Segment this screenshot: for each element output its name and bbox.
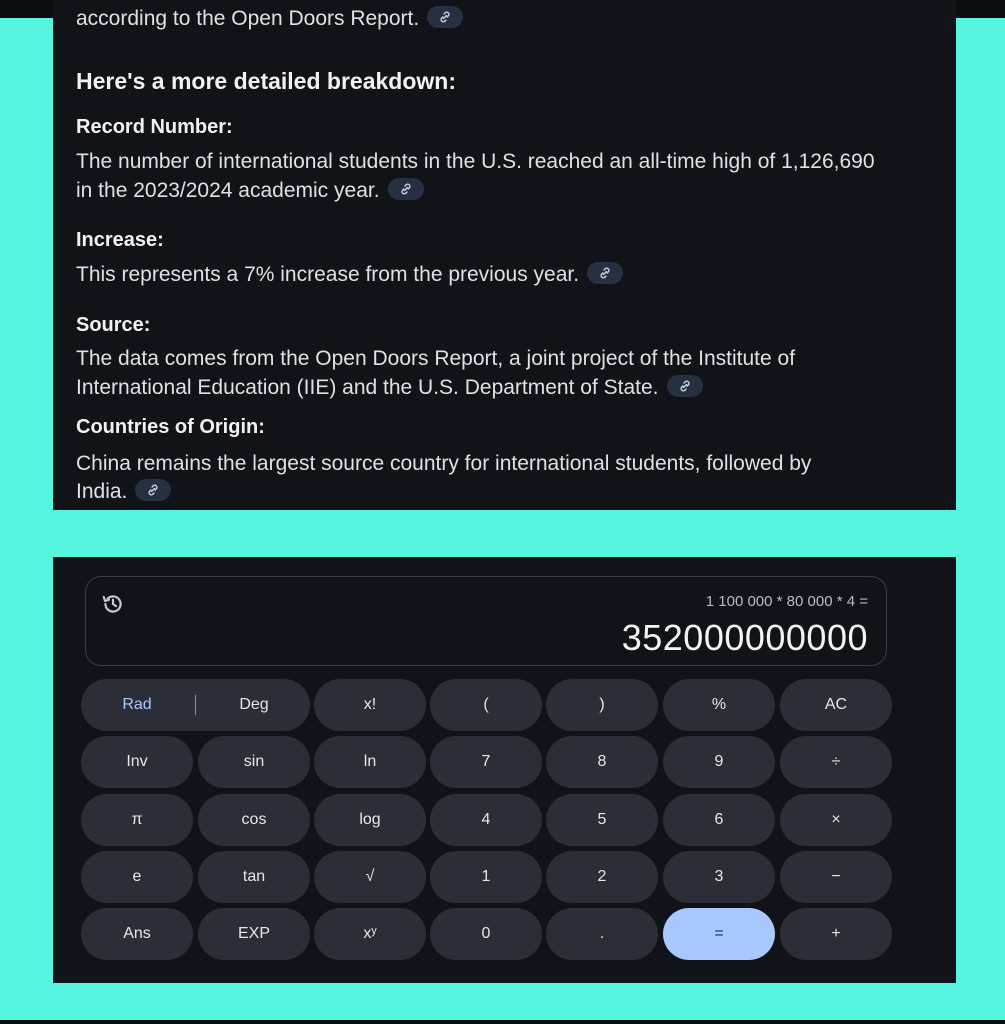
section-text-record-line2: in the 2023/2024 academic year. bbox=[76, 176, 424, 205]
euler-button[interactable]: e bbox=[81, 851, 193, 903]
calculator-expression: 1 100 000 * 80 000 * 4 = bbox=[705, 593, 868, 610]
section-text-source-line1: The data comes from the Open Doors Report, a joint project of the Institute of bbox=[76, 347, 796, 370]
answer-panel bbox=[53, 0, 956, 510]
sqrt-button[interactable]: √ bbox=[314, 851, 426, 903]
cos-button[interactable]: cos bbox=[198, 794, 310, 846]
source-link-chip[interactable] bbox=[587, 262, 623, 284]
source-link-chip[interactable] bbox=[135, 479, 171, 501]
history-icon[interactable] bbox=[100, 591, 126, 617]
calculator-widget bbox=[53, 557, 956, 983]
source-link-chip[interactable] bbox=[667, 375, 703, 397]
calculator-result: 352000000000 bbox=[621, 617, 868, 658]
bottom-bar bbox=[0, 1020, 1005, 1024]
digit-7-button[interactable]: 7 bbox=[430, 736, 542, 788]
link-icon bbox=[438, 10, 452, 24]
section-label-source: Source: bbox=[76, 314, 151, 336]
digit-1-button[interactable]: 1 bbox=[430, 851, 542, 903]
link-icon bbox=[598, 266, 612, 280]
exp-button[interactable]: EXP bbox=[198, 908, 310, 960]
digit-2-button[interactable]: 2 bbox=[546, 851, 658, 903]
percent-button[interactable]: % bbox=[663, 679, 775, 731]
source-link-chip[interactable] bbox=[388, 178, 424, 200]
subtract-button[interactable]: − bbox=[780, 851, 892, 903]
digit-3-button[interactable]: 3 bbox=[663, 851, 775, 903]
digit-8-button[interactable]: 8 bbox=[546, 736, 658, 788]
section-label-increase: Increase: bbox=[76, 229, 164, 251]
deg-button[interactable]: Deg bbox=[239, 696, 269, 713]
section-label-record: Record Number: bbox=[76, 116, 233, 138]
left-paren-button[interactable]: ( bbox=[430, 679, 542, 731]
digit-6-button[interactable]: 6 bbox=[663, 794, 775, 846]
angle-mode-divider bbox=[195, 695, 196, 715]
decimal-button[interactable]: . bbox=[546, 908, 658, 960]
section-text-increase: This represents a 7% increase from the previous year. bbox=[76, 260, 623, 289]
power-button[interactable]: xʸ bbox=[314, 908, 426, 960]
section-label-countries: Countries of Origin: bbox=[76, 416, 265, 438]
section-text-countries-line1: China remains the largest source country for international students, followed by bbox=[76, 452, 812, 475]
inverse-button[interactable]: Inv bbox=[81, 736, 193, 788]
sin-button[interactable]: sin bbox=[198, 736, 310, 788]
log-button[interactable]: log bbox=[314, 794, 426, 846]
section-text-source-line2: International Education (IIE) and the U.S. Department of State. bbox=[76, 373, 703, 402]
answer-button[interactable]: Ans bbox=[81, 908, 193, 960]
link-icon bbox=[146, 483, 160, 497]
right-paren-button[interactable]: ) bbox=[546, 679, 658, 731]
breakdown-heading: Here's a more detailed breakdown: bbox=[76, 68, 456, 94]
digit-4-button[interactable]: 4 bbox=[430, 794, 542, 846]
source-link-chip[interactable] bbox=[427, 6, 463, 28]
answer-cut-line: according to the Open Doors Report. bbox=[76, 4, 463, 33]
divide-button[interactable]: ÷ bbox=[780, 736, 892, 788]
link-icon bbox=[399, 182, 413, 196]
section-text-record-line1: The number of international students in the U.S. reached an all-time high of 1,126,690 bbox=[76, 150, 875, 173]
link-icon bbox=[678, 379, 692, 393]
multiply-button[interactable]: × bbox=[780, 794, 892, 846]
equals-button[interactable]: = bbox=[663, 908, 775, 960]
tan-button[interactable]: tan bbox=[198, 851, 310, 903]
calculator-display bbox=[85, 576, 887, 666]
all-clear-button[interactable]: AC bbox=[780, 679, 892, 731]
digit-5-button[interactable]: 5 bbox=[546, 794, 658, 846]
ln-button[interactable]: ln bbox=[314, 736, 426, 788]
factorial-button[interactable]: x! bbox=[314, 679, 426, 731]
add-button[interactable]: + bbox=[780, 908, 892, 960]
digit-9-button[interactable]: 9 bbox=[663, 736, 775, 788]
section-text-countries-line2: India. bbox=[76, 477, 171, 506]
angle-mode-toggle[interactable] bbox=[81, 679, 310, 731]
rad-button[interactable]: Rad bbox=[122, 696, 152, 713]
digit-0-button[interactable]: 0 bbox=[430, 908, 542, 960]
pi-button[interactable]: π bbox=[81, 794, 193, 846]
